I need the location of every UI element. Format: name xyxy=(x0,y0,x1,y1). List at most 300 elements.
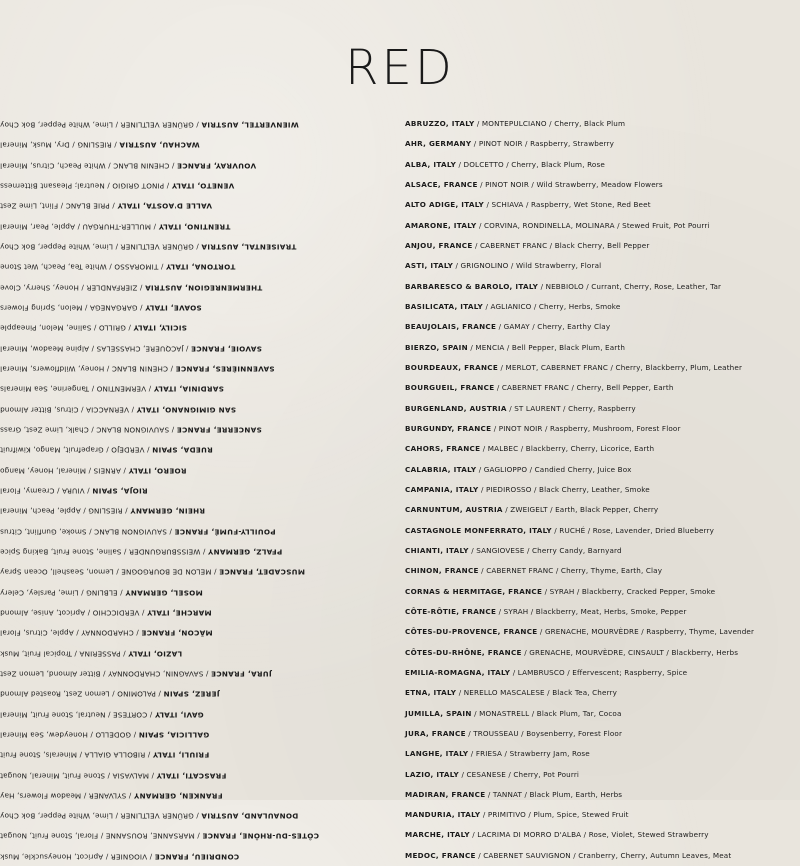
region-label: BARBARESCO & BAROLO, ITALY xyxy=(405,281,539,291)
separator: / xyxy=(103,852,111,862)
separator: / xyxy=(468,545,477,555)
grape-label: AGLIANICO xyxy=(490,301,532,311)
grape-label: CABERNET FRANC xyxy=(480,240,548,250)
separator: / xyxy=(491,423,499,433)
separator: / xyxy=(453,261,461,271)
grape-label: TIMORASSO xyxy=(114,262,159,272)
separator: / xyxy=(524,545,532,555)
separator: / xyxy=(477,179,486,189)
region-label: ALBA, ITALY xyxy=(405,159,457,169)
red-wine-entry xyxy=(405,216,800,236)
tasting-notes: Bell Pepper, Black Plum, Earth xyxy=(511,342,626,352)
separator: / xyxy=(475,850,484,860)
separator: / xyxy=(537,627,545,637)
red-wine-entry xyxy=(405,521,800,541)
separator: / xyxy=(529,708,537,718)
separator: / xyxy=(521,647,530,657)
white-wine-entry xyxy=(0,399,395,419)
separator: / xyxy=(105,709,113,719)
separator: / xyxy=(120,648,129,658)
red-wine-entry xyxy=(405,155,800,175)
tasting-notes: Lime, White Pepper, Bok Choy xyxy=(0,811,113,821)
region-label: CALABRIA, ITALY xyxy=(405,464,477,474)
grape-label: MULLER-THURGAU xyxy=(82,221,151,231)
separator: / xyxy=(518,728,527,738)
red-wine-entry xyxy=(405,704,800,724)
region-label: CONDRIEU, FRANCE xyxy=(154,852,240,862)
region-label: ABRUZZO, ITALY xyxy=(405,119,475,128)
grape-label: GRÜNER VELTLINER xyxy=(120,120,194,130)
separator: / xyxy=(128,404,137,414)
red-wine-entry xyxy=(405,297,800,317)
separator: / xyxy=(69,140,78,150)
tasting-notes: Creamy, Floral xyxy=(0,486,55,496)
separator: / xyxy=(469,830,478,840)
separator: / xyxy=(54,486,62,496)
red-wine-entry xyxy=(405,114,800,134)
grape-label: MELON DE BOURGOGNE xyxy=(121,567,212,577)
region-label: MANDURIA, ITALY xyxy=(405,810,481,820)
region-label: FRANKEN, GERMANY xyxy=(133,791,223,801)
tasting-notes: Citrus, Bitter Almond xyxy=(0,404,79,414)
grape-label: VERDEJO xyxy=(111,445,145,455)
region-label: RHEIN, GERMANY xyxy=(130,506,205,516)
region-label: PFALZ, GERMANY xyxy=(207,547,283,557)
red-wine-entry xyxy=(405,338,800,358)
grape-label: PASSERINA xyxy=(79,648,121,658)
tasting-notes: Apple, Peach, Mineral xyxy=(0,506,81,516)
white-wine-entry xyxy=(0,643,395,663)
separator: / xyxy=(147,709,155,719)
tasting-notes: Raspberry, Wet Stone, Red Beet xyxy=(530,200,651,210)
tasting-notes: Rose, Violet, Stewed Strawberry xyxy=(588,830,709,840)
red-wine-entry xyxy=(405,317,800,337)
tasting-notes: Plum, Spice, Stewed Fruit xyxy=(533,810,629,820)
separator: / xyxy=(496,606,504,616)
separator: / xyxy=(465,728,474,738)
white-wine-entry xyxy=(0,805,395,825)
separator: / xyxy=(608,362,616,372)
tasting-notes: Blackberry, Cherry, Licorice, Earth xyxy=(525,444,655,454)
separator: / xyxy=(525,810,534,820)
red-wine-entry xyxy=(405,846,800,866)
region-label: MARCHE, ITALY xyxy=(405,830,470,840)
grape-label: TANNAT xyxy=(492,789,523,799)
separator: / xyxy=(569,383,577,393)
separator: / xyxy=(528,606,536,616)
region-label: BASILICATA, ITALY xyxy=(405,301,484,311)
separator: / xyxy=(583,281,592,291)
tasting-notes: Cherry, Earthy Clay xyxy=(537,322,611,332)
grape-label: SANGIOVESE xyxy=(476,545,525,555)
region-label: BOURGUEIL, FRANCE xyxy=(405,383,495,393)
red-wine-entry xyxy=(405,439,800,459)
red-wine-entry xyxy=(405,561,800,581)
grape-label: GRÜNER VELTLINER xyxy=(120,811,194,821)
separator: / xyxy=(126,791,134,801)
red-wine-entry xyxy=(405,236,800,256)
region-label: TRAISENTAL, AUSTRIA xyxy=(201,242,297,252)
grape-label: SCHIAVA xyxy=(491,200,524,210)
tasting-notes: Stone Fruit, Mineral, Nougat xyxy=(0,770,105,780)
separator: / xyxy=(574,586,582,596)
separator: / xyxy=(502,749,510,759)
separator: / xyxy=(87,730,96,740)
region-label: CÔTES-DU-RHÔNE, FRANCE xyxy=(202,831,319,841)
separator: / xyxy=(638,627,647,637)
grape-label: PRIMITIVO xyxy=(487,810,526,820)
tasting-notes: Raspberry, Strawberry xyxy=(530,139,615,149)
grape-label: WEISSBURGUNDER xyxy=(128,547,201,557)
region-label: SICILY, ITALY xyxy=(133,323,187,333)
white-wine-entry xyxy=(0,683,395,703)
separator: / xyxy=(111,140,120,150)
separator: / xyxy=(106,262,115,272)
region-label: VALLE D'AOSTA, ITALY xyxy=(117,201,212,211)
region-label: CHIANTI, ITALY xyxy=(405,545,469,555)
tasting-notes: Alpine Meadow, Mineral xyxy=(0,343,90,353)
white-wine-entry xyxy=(0,744,395,764)
separator: / xyxy=(211,567,219,577)
grape-label: NEBBIOLO xyxy=(545,281,584,291)
tasting-notes: Flint, Lime Zest xyxy=(0,201,59,211)
grape-label: MONASTRELL xyxy=(479,708,530,718)
grape-label: GRENACHE, MOURVÈDRE, CINSAULT xyxy=(529,647,664,657)
separator: / xyxy=(84,486,93,496)
region-label: FRASCATI, ITALY xyxy=(156,770,227,780)
separator: / xyxy=(75,221,83,231)
grape-label: LAMBRUSCO xyxy=(517,667,565,677)
separator: / xyxy=(664,647,672,657)
grape-label: LACRIMA DI MORRO D'ALBA xyxy=(477,830,582,840)
grape-label: VERMENTINO xyxy=(96,384,147,394)
region-label: POUILLY-FUMÉ, FRANCE xyxy=(174,526,276,536)
separator: / xyxy=(71,648,80,658)
tasting-notes: Cherry, Black Plum xyxy=(554,119,626,128)
region-label: RIOJA, SPAIN xyxy=(92,486,148,496)
separator: / xyxy=(76,750,85,760)
separator: / xyxy=(80,506,89,516)
grape-label: GRIGNOLINO xyxy=(460,261,509,271)
tasting-notes: Black Cherry, Bell Pepper xyxy=(554,240,650,250)
grape-label: TROUSSEAU xyxy=(473,728,519,738)
region-label: CARNUNTUM, AUSTRIA xyxy=(405,505,503,515)
region-label: LAZIO, ITALY xyxy=(128,648,183,658)
region-label: SARDINIA, ITALY xyxy=(153,384,224,394)
grape-label: GRÜNER VELTLINER xyxy=(120,242,194,252)
separator: / xyxy=(518,444,526,454)
white-wine-entry xyxy=(0,256,395,276)
white-wine-entry xyxy=(0,602,395,622)
red-wine-entry xyxy=(405,663,800,683)
white-wine-entry xyxy=(0,521,395,541)
separator: / xyxy=(166,526,175,536)
separator: / xyxy=(73,628,82,638)
red-wine-entry xyxy=(405,378,800,398)
separator: / xyxy=(133,628,142,638)
white-wine-entry xyxy=(0,195,395,215)
tasting-notes: Lemon, Seashell, Ocean Spray xyxy=(0,567,114,577)
separator: / xyxy=(193,120,202,130)
separator: / xyxy=(104,770,113,780)
grape-label: SAVAGNIN, CHARDONNAY xyxy=(107,669,204,679)
red-wine-entry xyxy=(405,175,800,195)
separator: / xyxy=(112,242,121,252)
grape-label: PALOMINO xyxy=(117,689,156,699)
tasting-notes: Lime, Parsley, Celery xyxy=(0,587,79,597)
region-label: MARCHE, ITALY xyxy=(146,608,212,618)
tasting-notes: Raspberry, Thyme, Lavender xyxy=(646,627,755,637)
tasting-notes: Floral, Stone Fruit, Nougat xyxy=(0,831,99,841)
grape-label: MALVASIA xyxy=(112,770,149,780)
white-wine-entry xyxy=(0,704,395,724)
tasting-notes: Tangerine, Sea Minerals xyxy=(0,384,90,394)
grape-label: CABERNET SAUVIGNON xyxy=(483,850,571,860)
region-label: LAZIO, ITALY xyxy=(405,769,460,779)
separator: / xyxy=(538,281,546,291)
separator: / xyxy=(105,160,114,170)
separator: / xyxy=(531,484,540,494)
separator: / xyxy=(498,362,506,372)
tasting-notes: Currant, Cherry, Rose, Leather, Tar xyxy=(591,281,722,291)
region-label: CÔTES-DU-RHÔNE, FRANCE xyxy=(405,647,522,657)
grape-label: GRILLO xyxy=(98,323,126,333)
separator: / xyxy=(183,343,191,353)
region-label: MADIRAN, FRANCE xyxy=(405,789,486,799)
separator: / xyxy=(476,220,484,230)
region-label: ALTO ADIGE, ITALY xyxy=(405,200,485,210)
grape-label: CHARDONNAY xyxy=(81,628,134,638)
region-label: ETNA, ITALY xyxy=(405,688,457,698)
region-label: MEDOC, FRANCE xyxy=(405,850,476,860)
region-label: BIERZO, SPAIN xyxy=(405,342,468,352)
separator: / xyxy=(167,364,176,374)
separator: / xyxy=(456,159,464,169)
grape-label: MONTEPULCIANO xyxy=(481,119,547,128)
separator: / xyxy=(125,323,134,333)
tasting-notes: Apple, Citrus, Floral xyxy=(0,628,74,638)
grape-label: ZIERFANDLER xyxy=(86,282,138,292)
grape-label: PINOT GRIGIO xyxy=(112,181,165,191)
tasting-notes: Effervescent; Raspberry, Spice xyxy=(572,667,688,677)
separator: / xyxy=(104,364,112,374)
grape-label: SYLVANER xyxy=(88,791,127,801)
separator: / xyxy=(484,200,492,210)
red-wine-entry xyxy=(405,500,800,520)
red-wine-entry xyxy=(405,643,800,663)
white-wine-entry xyxy=(0,155,395,175)
region-label: DONAULAND, AUSTRIA xyxy=(201,811,299,821)
separator: / xyxy=(203,669,211,679)
separator: / xyxy=(120,465,129,475)
region-label: MOSEL, GERMANY xyxy=(125,587,203,597)
region-label: TRENTINO, ITALY xyxy=(158,221,231,231)
separator: / xyxy=(117,587,126,597)
separator: / xyxy=(506,403,515,413)
grape-label: PRIE BLANC xyxy=(65,201,110,211)
grape-label: NERELLO MASCALESE xyxy=(463,688,545,698)
tasting-notes: Saline, Melon, Pineapple xyxy=(0,323,92,333)
grape-label: VERDICCHIO xyxy=(92,608,140,618)
separator: / xyxy=(496,322,504,332)
grape-label: SYRAH xyxy=(503,606,529,616)
separator: / xyxy=(560,403,569,413)
tasting-notes: Cherry, Blackberry, Plum, Leather xyxy=(615,362,743,372)
red-wine-entry xyxy=(405,419,800,439)
separator: / xyxy=(570,850,579,860)
region-label: WACHAU, AUSTRIA xyxy=(119,140,200,150)
separator: / xyxy=(139,608,147,618)
white-wine-entry xyxy=(0,419,395,439)
separator: / xyxy=(503,159,512,169)
separator: / xyxy=(104,181,113,191)
separator: / xyxy=(547,505,556,515)
separator: / xyxy=(544,688,553,698)
grape-label: RIESLING xyxy=(77,140,112,150)
red-wine-entry xyxy=(405,256,800,276)
tasting-notes: Meadow Flowers, Hay xyxy=(0,791,82,801)
region-label: BURGENLAND, AUSTRIA xyxy=(405,403,507,413)
tasting-notes: Rose, Lavender, Dried Blueberry xyxy=(592,525,715,535)
separator: / xyxy=(193,242,202,252)
separator: / xyxy=(471,708,480,718)
region-label: MÂCON, FRANCE xyxy=(141,628,213,638)
separator: / xyxy=(100,669,108,679)
tasting-notes: Black Tea, Cherry xyxy=(552,688,618,698)
white-wine-entry xyxy=(0,561,395,581)
separator: / xyxy=(508,261,516,271)
red-wine-entry xyxy=(405,724,800,744)
grape-label: GODELLO xyxy=(95,730,132,740)
red-wine-entry xyxy=(405,785,800,805)
red-wine-list xyxy=(405,114,800,866)
region-label: FRIULI, ITALY xyxy=(152,750,210,760)
region-label: GALLICIA, SPAIN xyxy=(138,730,210,740)
separator: / xyxy=(78,587,87,597)
tasting-notes: Wild Strawberry, Floral xyxy=(515,261,602,271)
tasting-notes: Chalk, Lime Zest, Grass xyxy=(0,425,89,435)
grape-label: CHENIN BLANC xyxy=(111,364,168,374)
white-wine-entry xyxy=(0,277,395,297)
region-label: CAMPANIA, ITALY xyxy=(405,484,479,494)
red-wine-entry xyxy=(405,277,800,297)
separator: / xyxy=(553,566,561,576)
tasting-notes: Dry, Musk, Mineral xyxy=(0,140,70,150)
grape-label: RIBOLLA GIALLA xyxy=(84,750,146,760)
separator: / xyxy=(505,769,514,779)
tasting-notes: Cherry, Pot Pourri xyxy=(513,769,580,779)
separator: / xyxy=(547,240,555,250)
tasting-notes: Stewed Fruit, Pot Pourri xyxy=(622,220,710,230)
red-wine-entry xyxy=(405,460,800,480)
separator: / xyxy=(581,830,589,840)
region-label: JUMILLA, SPAIN xyxy=(405,708,472,718)
white-wine-entry xyxy=(0,622,395,642)
separator: / xyxy=(542,423,551,433)
region-label: JEREZ, SPAIN xyxy=(163,689,220,699)
separator: / xyxy=(122,506,131,516)
region-label: VOUVRAY, FRANCE xyxy=(176,160,257,170)
white-wine-list xyxy=(0,114,395,866)
grape-label: RIESLING xyxy=(88,506,123,516)
separator: / xyxy=(85,465,94,475)
separator: / xyxy=(131,730,139,740)
tasting-notes: Honey, Wildflowers, Mineral xyxy=(0,364,105,374)
separator: / xyxy=(478,484,486,494)
white-wine-entry xyxy=(0,480,395,500)
region-label: BOURDEAUX, FRANCE xyxy=(405,362,499,372)
white-wine-entry xyxy=(0,175,395,195)
region-label: BEAUJOLAIS, FRANCE xyxy=(405,322,497,332)
region-label: SANCERRE, FRANCE xyxy=(176,425,262,435)
tasting-notes: Earth, Black Pepper, Cherry xyxy=(555,505,659,515)
grape-label: CESANESE xyxy=(466,769,506,779)
separator: / xyxy=(476,464,484,474)
white-wine-entry xyxy=(0,358,395,378)
tasting-notes: Minerals, Stone Fruit xyxy=(0,750,77,760)
separator: / xyxy=(468,749,476,759)
white-wine-entry xyxy=(0,663,395,683)
red-wine-entry xyxy=(405,582,800,602)
grape-label: VIURA xyxy=(61,486,85,496)
white-wine-entry xyxy=(0,114,395,134)
separator: / xyxy=(148,770,157,780)
grape-label: CABERNET FRANC xyxy=(486,566,554,576)
separator: / xyxy=(523,200,531,210)
tasting-notes: White Peach, Citrus, Mineral xyxy=(0,160,106,170)
tasting-notes: Grapefruit, Mango, Kiwifruit xyxy=(0,445,104,455)
grape-label: SYRAH xyxy=(549,586,575,596)
separator: / xyxy=(478,566,487,576)
grape-label: GAMAY xyxy=(503,322,530,332)
separator: / xyxy=(529,322,538,332)
tasting-notes: Black Plum, Tar, Cocoa xyxy=(536,708,622,718)
separator: / xyxy=(527,464,535,474)
white-wine-entry xyxy=(0,338,395,358)
separator: / xyxy=(155,689,164,699)
white-wine-entry xyxy=(0,825,395,845)
tasting-notes: Saline, Stone Fruit, Baking Spice xyxy=(0,547,122,557)
grape-label: MERLOT, CABERNET FRANC xyxy=(505,362,609,372)
region-label: TORTONA, ITALY xyxy=(165,262,236,272)
grape-label: VERNACCIA xyxy=(85,404,129,414)
red-wine-entry xyxy=(405,744,800,764)
grape-label: MARSANNE, ROUSANNE xyxy=(105,831,195,841)
separator: / xyxy=(494,383,502,393)
page-title: RED xyxy=(345,40,455,96)
region-label: JURA, FRANCE xyxy=(405,728,466,738)
tasting-notes: Tropical Fruit, Musk xyxy=(0,648,72,658)
separator: / xyxy=(510,667,518,677)
region-label: SOAVE, ITALY xyxy=(144,303,202,313)
separator: / xyxy=(564,667,573,677)
separator: / xyxy=(528,179,537,189)
separator: / xyxy=(81,791,89,801)
separator: / xyxy=(85,608,93,618)
tasting-notes: Bitter Almond, Lemon Zest xyxy=(0,669,101,679)
tasting-notes: Neutral; Pleasant Bitterness xyxy=(0,181,105,191)
red-wine-entry xyxy=(405,541,800,561)
grape-label: VIOGNIER xyxy=(110,852,148,862)
grape-label: ZWEIGELT xyxy=(510,505,548,515)
separator: / xyxy=(112,811,121,821)
separator: / xyxy=(151,221,159,231)
separator: / xyxy=(483,301,491,311)
grape-label: PIEDIROSSO xyxy=(485,484,532,494)
red-wine-entry xyxy=(405,399,800,419)
white-wine-entry xyxy=(0,500,395,520)
tasting-notes: White Tea, Peach, Wet Stone xyxy=(0,262,107,272)
